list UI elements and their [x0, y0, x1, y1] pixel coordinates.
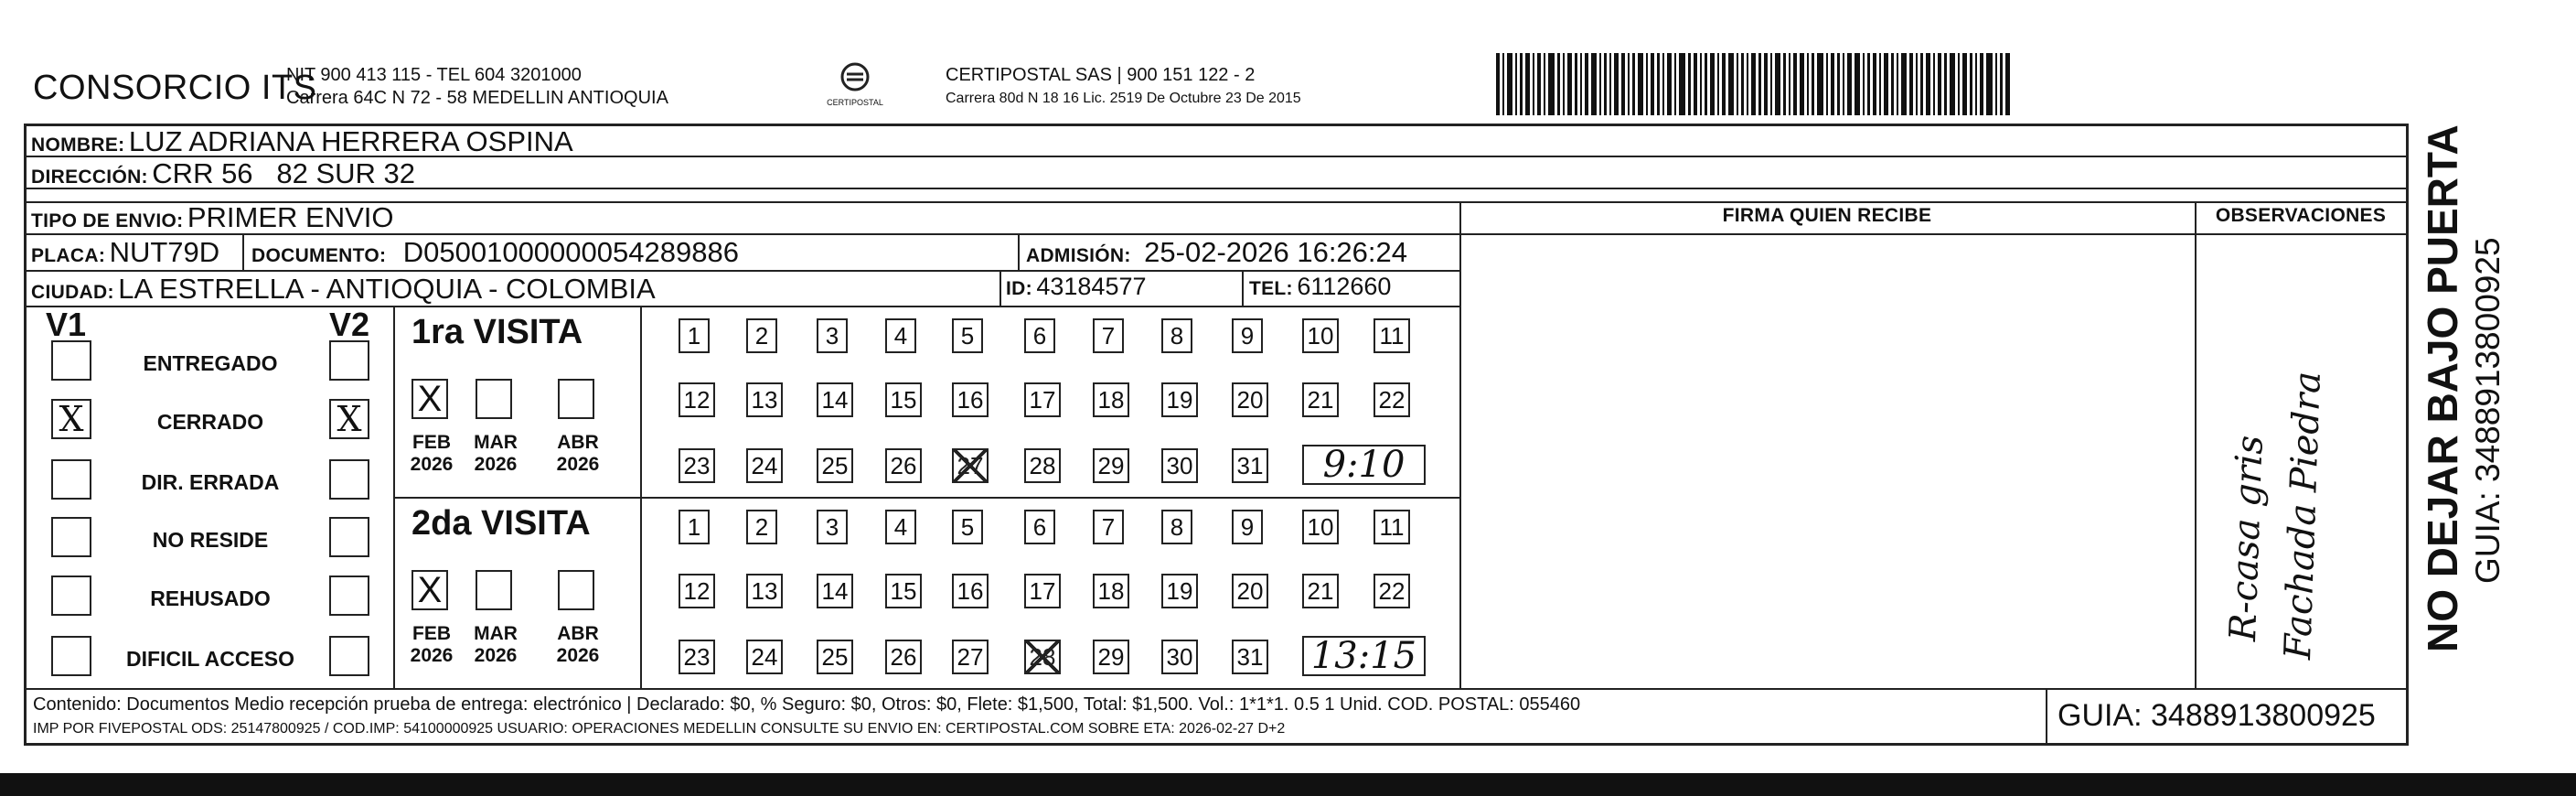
v1-checkbox[interactable] — [51, 517, 91, 557]
day-cell[interactable]: 28 — [1024, 448, 1061, 483]
day-cell[interactable]: 1 — [679, 318, 710, 353]
day-cell[interactable]: 19 — [1161, 382, 1198, 417]
day-cell[interactable]: 15 — [885, 382, 922, 417]
day-cell[interactable]: 9 — [1232, 510, 1263, 544]
day-cell[interactable]: 16 — [952, 382, 989, 417]
day-cell[interactable]: 21 — [1302, 574, 1339, 608]
day-cell[interactable]: 24 — [746, 448, 783, 483]
nombre-value: LUZ ADRIANA HERRERA OSPINA — [128, 125, 573, 157]
day-cell[interactable]: 14 — [817, 382, 853, 417]
day-cell[interactable]: 23 — [679, 448, 715, 483]
day-cell[interactable]: 2 — [746, 318, 777, 353]
day-cell[interactable]: 28 — [1024, 640, 1061, 674]
certipostal-logo — [818, 62, 892, 107]
day-cell[interactable]: 22 — [1374, 382, 1410, 417]
carrier-name: CERTIPOSTAL SAS | 900 151 122 - 2 — [946, 65, 1256, 85]
day-cell[interactable]: 17 — [1024, 574, 1061, 608]
sender-nit: NIT 900 413 115 - TEL 604 3201000 — [286, 65, 582, 85]
tipo-envio-label: TIPO DE ENVIO: — [31, 210, 184, 231]
month-label — [468, 623, 523, 667]
admision-value: 25-02-2026 16:26:24 — [1144, 236, 1408, 268]
day-cell[interactable]: 1 — [679, 510, 710, 544]
status-label: REHUSADO — [150, 586, 271, 610]
visit-title: 1ra VISITA — [412, 313, 583, 351]
month-name: ABR — [557, 432, 599, 453]
day-cell[interactable]: 18 — [1093, 574, 1129, 608]
logo-icon — [837, 62, 873, 93]
month-checkbox[interactable] — [558, 379, 594, 419]
day-cell[interactable]: 11 — [1374, 318, 1410, 353]
month-checkbox[interactable] — [558, 570, 594, 610]
observaciones-label: OBSERVACIONES — [2215, 205, 2387, 226]
admision-label: ADMISIÓN: — [1026, 245, 1131, 266]
month-checkbox[interactable]: X — [412, 379, 448, 419]
month-name: ABR — [557, 623, 599, 644]
documento-value: D05001000000054289886 — [402, 236, 739, 268]
day-cell[interactable]: 20 — [1232, 382, 1268, 417]
side-guia: GUIA: 3488913800925 — [2469, 237, 2507, 584]
day-cell[interactable]: 12 — [679, 382, 715, 417]
day-cell[interactable]: 29 — [1093, 640, 1129, 674]
day-cell[interactable]: 11 — [1374, 510, 1410, 544]
day-cell[interactable]: 7 — [1093, 510, 1124, 544]
day-cell[interactable]: 5 — [952, 318, 983, 353]
day-cell[interactable]: 4 — [885, 318, 916, 353]
day-cell[interactable]: 26 — [885, 448, 922, 483]
status-label: DIFICIL ACCESO — [125, 647, 294, 671]
v1-checkbox[interactable] — [51, 575, 91, 616]
day-cell[interactable]: 25 — [817, 640, 853, 674]
id-label: ID: — [1006, 278, 1032, 299]
day-cell[interactable]: 3 — [817, 510, 848, 544]
day-cell[interactable]: 13 — [746, 574, 783, 608]
nombre-label: NOMBRE: — [31, 134, 125, 156]
sender-address: Carrera 64C N 72 - 58 MEDELLIN ANTIOQUIA — [286, 88, 668, 108]
tel-value: 6112660 — [1297, 273, 1392, 300]
tel-label: TEL: — [1249, 278, 1293, 299]
bottom-edge-band — [0, 773, 2576, 796]
status-label: ENTREGADO — [143, 351, 278, 375]
day-cell[interactable]: 24 — [746, 640, 783, 674]
month-label — [550, 432, 605, 476]
status-label: CERRADO — [156, 410, 264, 434]
day-cell[interactable]: 31 — [1232, 640, 1268, 674]
direccion-label: DIRECCIÓN: — [31, 167, 148, 188]
ciudad-label: CIUDAD: — [31, 282, 114, 303]
day-cell[interactable]: 22 — [1374, 574, 1410, 608]
v2-label: V2 — [329, 306, 370, 343]
v2-checkbox[interactable] — [329, 340, 369, 381]
day-cell[interactable]: 6 — [1024, 318, 1055, 353]
month-label — [550, 623, 605, 667]
v2-checkbox[interactable] — [329, 459, 369, 500]
carrier-address: Carrera 80d N 18 16 Lic. 2519 De Octubre 23 De 2015 — [946, 91, 1301, 106]
month-year: 2026 — [556, 454, 600, 475]
month-year: 2026 — [556, 645, 600, 666]
month-year: 2026 — [410, 454, 454, 475]
v1-checkbox[interactable]: X — [51, 399, 91, 439]
placa-label: PLACA: — [31, 245, 106, 266]
day-cell[interactable]: 15 — [885, 574, 922, 608]
sender-name: CONSORCIO ITS — [33, 69, 317, 107]
month-name: FEB — [412, 623, 451, 644]
day-cell[interactable]: 31 — [1232, 448, 1268, 483]
v2-checkbox[interactable] — [329, 517, 369, 557]
month-label — [404, 623, 459, 667]
day-cell[interactable]: 27 — [952, 640, 989, 674]
day-cell[interactable]: 20 — [1232, 574, 1268, 608]
day-cell[interactable]: 16 — [952, 574, 989, 608]
day-cell[interactable]: 14 — [817, 574, 853, 608]
side-warning: NO DEJAR BAJO PUERTA — [2419, 124, 2466, 652]
barcode-icon — [1496, 53, 2221, 115]
footer-impresion: IMP POR FIVEPOSTAL ODS: 25147800925 / COD.IMP: 54100000925 USUARIO: OPERACIONES MEDELLIN CONSULTE SU ENVIO EN: CERTIPOSTAL.COM SOBRE ETA: 2026-02-27 D+2 — [33, 721, 1286, 737]
day-cell[interactable]: 4 — [885, 510, 916, 544]
v1-checkbox[interactable] — [51, 340, 91, 381]
day-cell[interactable]: 23 — [679, 640, 715, 674]
day-cell[interactable]: 8 — [1161, 510, 1192, 544]
day-cell[interactable]: 21 — [1302, 382, 1339, 417]
day-cell[interactable]: 13 — [746, 382, 783, 417]
day-cell[interactable]: 27 — [952, 448, 989, 483]
month-name: FEB — [412, 432, 451, 453]
status-label: DIR. ERRADA — [141, 470, 280, 494]
v2-checkbox[interactable]: X — [329, 399, 369, 439]
tipo-envio-value: PRIMER ENVIO — [187, 201, 394, 233]
footer-contenido: Contenido: Documentos Medio recepción prueba de entrega: electrónico | Declarado: $0, % Seguro: $0, Otros: $0, Flete: $1,500, Total: $1,500. Vol.: 1*1*1. 0.5 1 Unid. COD. POSTAL: 055460 — [33, 694, 1581, 715]
month-year: 2026 — [474, 645, 518, 666]
month-label — [468, 432, 523, 476]
day-cell[interactable]: 10 — [1302, 510, 1339, 544]
day-cell[interactable]: 12 — [679, 574, 715, 608]
day-cell[interactable]: 25 — [817, 448, 853, 483]
day-cell[interactable]: 3 — [817, 318, 848, 353]
day-cell[interactable]: 6 — [1024, 510, 1055, 544]
month-checkbox[interactable] — [476, 570, 512, 610]
placa-value: NUT79D — [109, 236, 220, 268]
direccion-value: CRR 56 82 SUR 32 — [152, 157, 416, 189]
v1-checkbox[interactable] — [51, 459, 91, 500]
day-cell[interactable]: 10 — [1302, 318, 1339, 353]
v1-label: V1 — [46, 306, 87, 343]
day-cell[interactable]: 29 — [1093, 448, 1129, 483]
day-cell[interactable]: 18 — [1093, 382, 1129, 417]
observacion-handwritten-2: Fachada Piedra — [2277, 371, 2329, 661]
documento-label: DOCUMENTO: — [251, 245, 387, 266]
day-cell[interactable]: 30 — [1161, 640, 1198, 674]
id-value: 43184577 — [1036, 273, 1147, 300]
v1-checkbox[interactable] — [51, 636, 91, 676]
month-checkbox[interactable] — [476, 379, 512, 419]
month-label — [404, 432, 459, 476]
day-cell[interactable]: 19 — [1161, 574, 1198, 608]
month-name: MAR — [474, 432, 518, 453]
observacion-handwritten-1: R-casa gris — [2222, 435, 2271, 642]
visit-title: 2da VISITA — [412, 504, 591, 543]
day-cell[interactable]: 17 — [1024, 382, 1061, 417]
month-year: 2026 — [410, 645, 454, 666]
day-cell[interactable]: 26 — [885, 640, 922, 674]
logo-text: CERTIPOSTAL — [827, 98, 883, 107]
v2-checkbox[interactable] — [329, 636, 369, 676]
visit-time-box[interactable]: 9:10 — [1302, 445, 1426, 485]
month-year: 2026 — [474, 454, 518, 475]
day-cell[interactable]: 7 — [1093, 318, 1124, 353]
firma-label: FIRMA QUIEN RECIBE — [1722, 205, 1932, 226]
ciudad-value: LA ESTRELLA - ANTIOQUIA - COLOMBIA — [118, 273, 656, 305]
status-label: NO RESIDE — [152, 528, 269, 552]
day-cell[interactable]: 30 — [1161, 448, 1198, 483]
footer-guia: GUIA: 3488913800925 — [2058, 698, 2376, 733]
visit-time-box[interactable]: 13:15 — [1302, 636, 1426, 676]
day-cell[interactable]: 9 — [1232, 318, 1263, 353]
day-cell[interactable]: 8 — [1161, 318, 1192, 353]
month-name: MAR — [474, 623, 518, 644]
day-cell[interactable]: 5 — [952, 510, 983, 544]
v2-checkbox[interactable] — [329, 575, 369, 616]
month-checkbox[interactable]: X — [412, 570, 448, 610]
day-cell[interactable]: 2 — [746, 510, 777, 544]
